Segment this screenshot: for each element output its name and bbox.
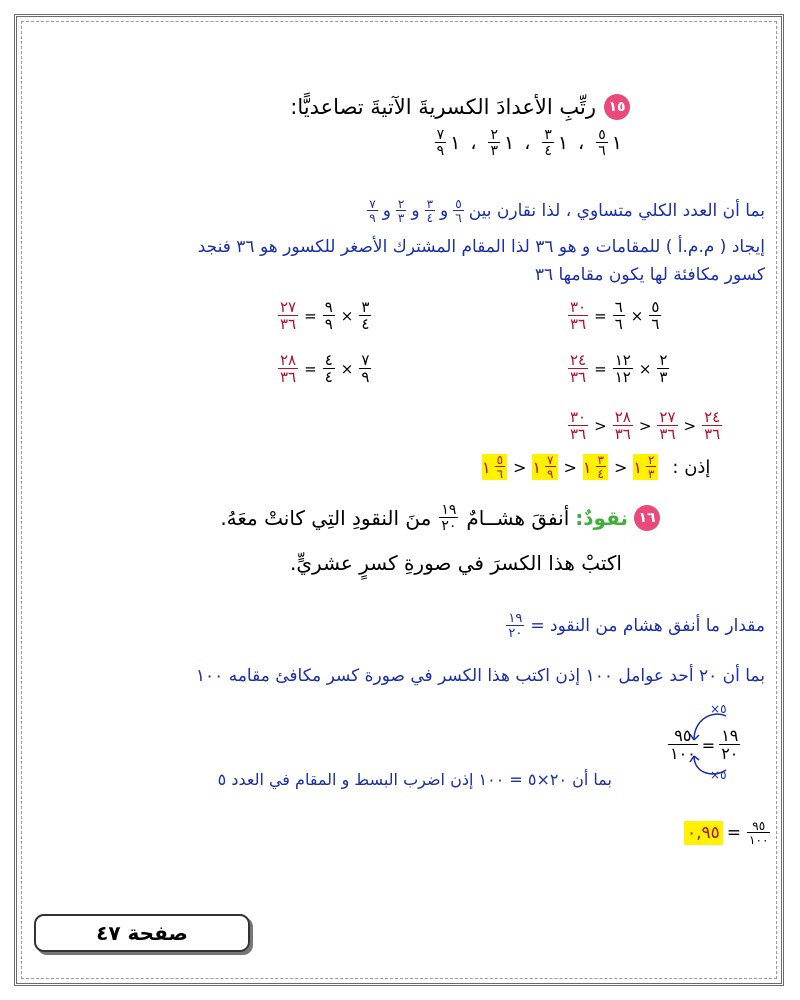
q15-lcm-line: إيجاد ( م.م.أ ) للمقامات و هو ٣٦ لذا المقام المشترك الأصغر للكسور هو ٣٦ فنجد <box>197 237 765 257</box>
fraction: $\frac{٥}{٦}$ <box>455 197 462 225</box>
q16-keyword: نقودٌ: <box>575 506 628 530</box>
multiply-label-bottom: ×٥ <box>710 768 727 782</box>
q16-multiply-line: بما أن ٢٠×٥ = ١٠٠ إذن اضرب البسط و المقام في العدد ٥ <box>217 770 612 789</box>
fraction: $\frac{٧}{٩}$ <box>369 197 376 225</box>
multiply-label-top: ×٥ <box>710 702 727 716</box>
page-border <box>14 14 784 986</box>
q15-heading <box>290 94 630 120</box>
separator: ، <box>524 132 531 154</box>
equivalent-3-4: $\frac{٢٧}{٣٦}$ = $\frac{٩}{٩}$ × $\frac{٣}{٤}$ <box>280 298 370 333</box>
fraction: $\frac{١٩}{٢٠}$ <box>441 502 457 534</box>
q16-equivalent-diagram: ×٥ ×٥ $\frac{٩٥}{١٠٠}$ = $\frac{١٩}{٢٠}$ <box>664 700 760 782</box>
separator: ، <box>578 132 585 154</box>
fraction: $\frac{٢}{٣}$ <box>397 197 405 225</box>
page-number-label: صفحة ٤٧ <box>34 914 250 952</box>
fraction: $\frac{١٩}{٢٠}$ <box>721 726 739 763</box>
q15-equiv-line: كسور مكافئة لها يكون مقامها ٣٦ <box>534 265 765 285</box>
q15-numbers <box>433 128 622 158</box>
q15-compare-line: بما أن العدد الكلي متساوي ، لذا نقارن بين $\frac{٥}{٦}$ و $\frac{٣}{٤}$ و $\frac{٢}{٣}$ و $\frac{٧}{٩}$ <box>369 197 765 225</box>
mixed-number: ١ $\frac{٥}{٦}$ <box>598 127 622 159</box>
separator: ، <box>470 132 477 154</box>
q15-answer: ١ $\frac{٥}{٦}$ > ١ $\frac{٧}{٩}$ > ١ $\frac{٣}{٤}$ > ١ $\frac{٢}{٣}$ إذن : <box>482 453 711 481</box>
question-number-badge: ١٥ <box>604 94 630 120</box>
fraction: $\frac{٩٥}{١٠٠}$ <box>749 819 769 847</box>
equivalent-5-6: $\frac{٣٠}{٣٦}$ = $\frac{٦}{٦}$ × $\frac{٥}{٦}$ <box>570 298 660 333</box>
fraction: $\frac{١٩}{٢٠}$ <box>508 611 523 641</box>
q16-heading: ١٦ نقودٌ: أنفقَ هشــامٌ $\frac{١٩}{٢٠}$ منَ النقودِ التِي كانتْ معَهُ. <box>220 503 660 533</box>
q16-reason-line: بما أن ٢٠ أحد عوامل ١٠٠ إذن اكتب هذا الكسر في صورة كسر مكافئ مقامه ١٠٠ <box>195 666 765 686</box>
comparison-row: $\frac{٣٠}{٣٦}$ > $\frac{٢٨}{٣٦}$ > $\frac{٢٧}{٣٦}$ > $\frac{٢٤}{٣٦}$ <box>570 408 721 443</box>
q15-title: رتِّبِ الأعدادَ الكسريةَ الآتيةَ تصاعديًّا: <box>290 95 596 119</box>
equivalent-7-9: $\frac{٢٨}{٣٦}$ = $\frac{٤}{٤}$ × $\frac{٧}{٩}$ <box>280 351 370 386</box>
q16-instruction: اكتبْ هذا الكسرَ في صورةِ كسرٍ عشريٍّ. <box>290 551 622 575</box>
fraction: $\frac{٩٥}{١٠٠}$ <box>670 726 696 763</box>
mixed-number: ١ $\frac{٣}{٤}$ <box>544 127 569 159</box>
mixed-number: ١ $\frac{٧}{٩}$ <box>436 127 461 159</box>
q16-decimal-result: ٠,٩٥ = $\frac{٩٥}{١٠٠}$ <box>684 820 772 846</box>
then-label: إذن : <box>672 456 711 478</box>
question-number-badge: ١٦ <box>634 505 660 531</box>
mixed-number: ١ $\frac{٢}{٣}$ <box>490 127 515 159</box>
equivalent-2-3: $\frac{٢٤}{٣٦}$ = $\frac{١٢}{١٢}$ × $\frac{٢}{٣}$ <box>570 351 668 386</box>
q16-spent-line: مقدار ما أنفق هشام من النقود = $\frac{١٩}{٢٠}$ <box>508 611 765 641</box>
fraction: $\frac{٣}{٤}$ <box>426 197 434 225</box>
decimal-answer: ٠,٩٥ <box>684 821 723 845</box>
